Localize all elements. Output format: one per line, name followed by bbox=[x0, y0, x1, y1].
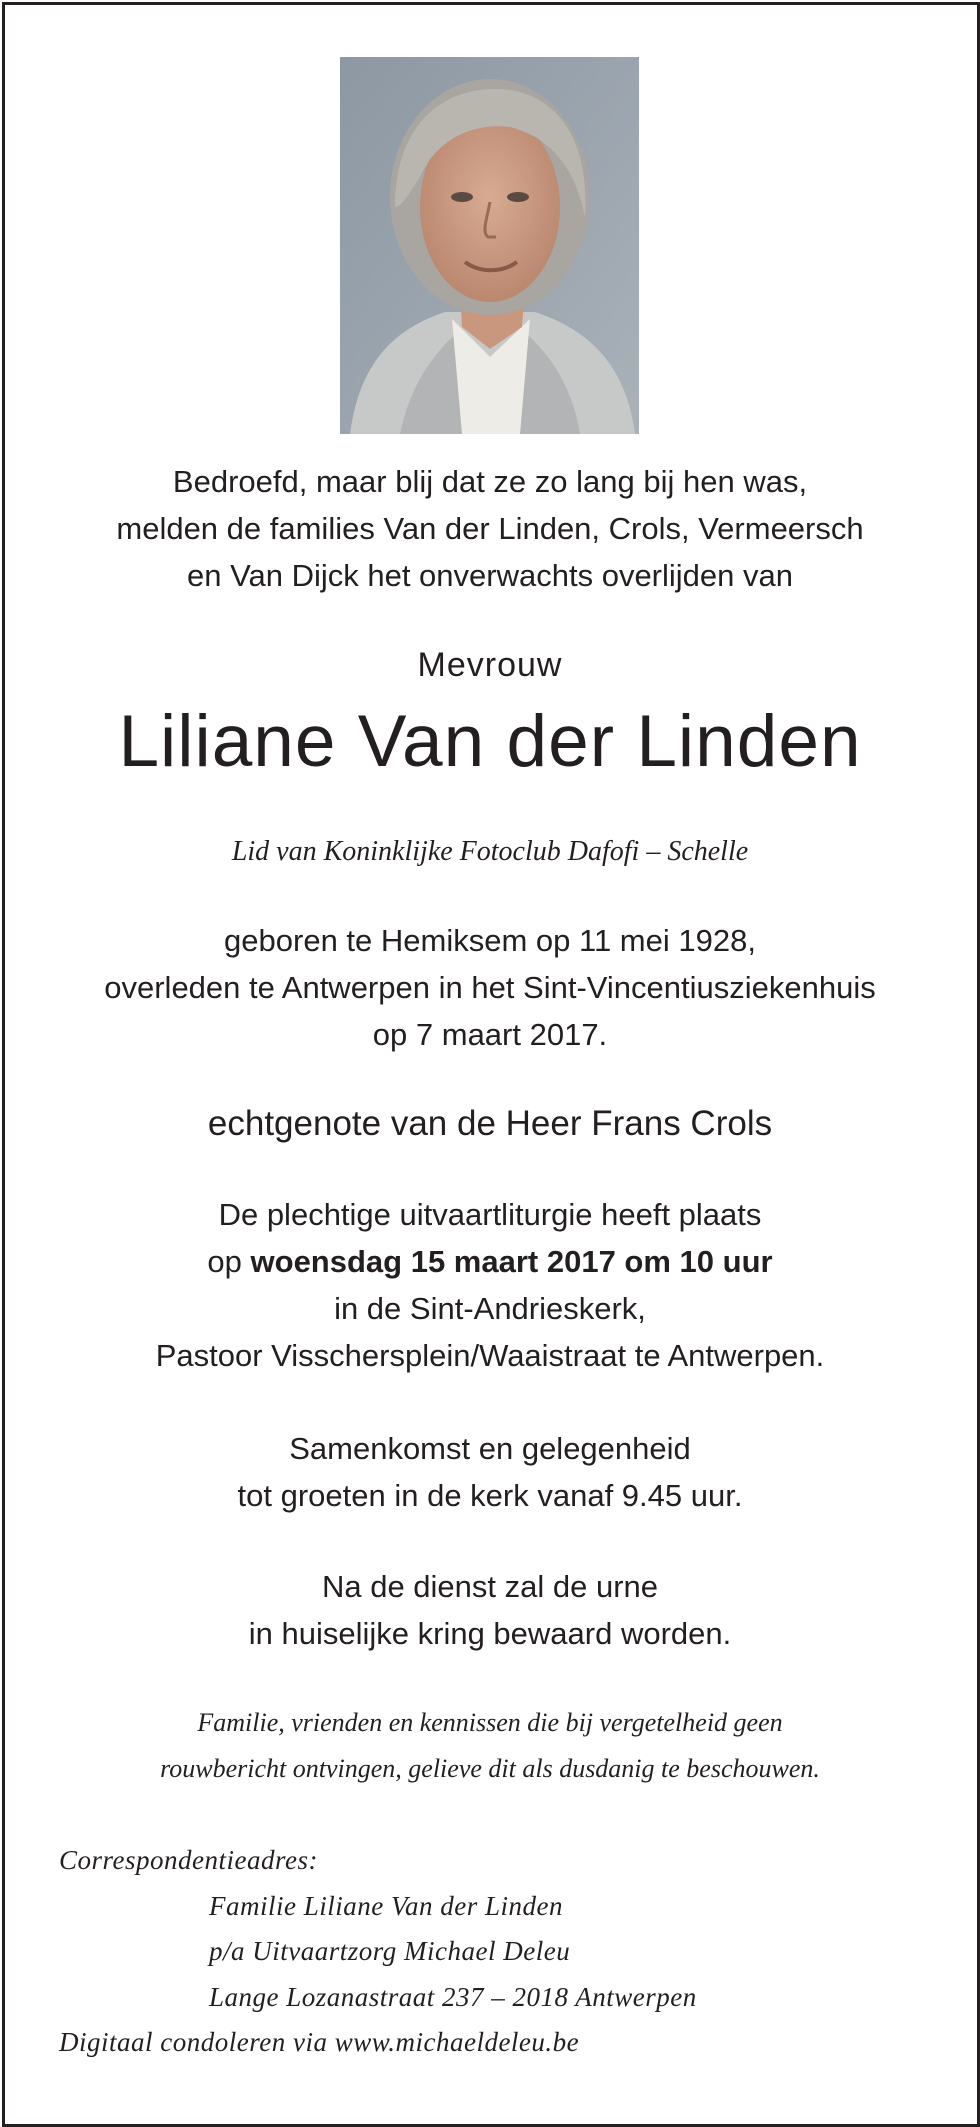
intro-line: Bedroefd, maar blij dat ze zo lang bij hen was, bbox=[172, 464, 808, 499]
deceased-name: Liliane Van der Linden bbox=[118, 701, 862, 782]
funeral-address: Pastoor Visschersplein/Waaistraat te Antwerpen. bbox=[155, 1338, 825, 1373]
birth-line: geboren te Hemiksem op 11 mei 1928, bbox=[224, 923, 756, 958]
portrait-illustration bbox=[340, 57, 639, 434]
intro-text bbox=[0, 458, 980, 599]
notice-line: rouwbericht ontvingen, gelieve dit als dusdanig te beschouwen. bbox=[160, 1754, 820, 1783]
urn-line: Na de dienst zal de urne bbox=[321, 1569, 659, 1604]
birth-death-info bbox=[0, 917, 980, 1058]
spouse-line: echtgenote van de Heer Frans Crols bbox=[207, 1104, 773, 1143]
honorific: Mevrouw bbox=[417, 646, 563, 684]
funeral-datetime: woensdag 15 maart 2017 om 10 uur bbox=[250, 1244, 773, 1279]
portrait-photo bbox=[340, 57, 639, 434]
condolence-link[interactable]: Digitaal condoleren via www.michaeldeleu.be bbox=[59, 2027, 580, 2057]
funeral-datetime-line bbox=[0, 1238, 980, 1285]
correspondence-block bbox=[0, 1838, 980, 2066]
death-date-line: op 7 maart 2017. bbox=[372, 1017, 608, 1052]
urn-info bbox=[0, 1563, 980, 1657]
urn-line: in huiselijke kring bewaard worden. bbox=[248, 1616, 732, 1651]
correspondence-line: p/a Uitvaartzorg Michael Deleu bbox=[209, 1936, 571, 1966]
correspondence-line: Familie Liliane Van der Linden bbox=[209, 1890, 563, 1921]
correspondence-line: Lange Lozanastraat 237 – 2018 Antwerpen bbox=[209, 1981, 697, 2012]
membership: Lid van Koninklijke Fotoclub Dafofi – Schelle bbox=[231, 836, 749, 867]
correspondence-label: Correspondentieadres: bbox=[59, 1845, 318, 1875]
funeral-info bbox=[0, 1191, 980, 1379]
intro-line: melden de families Van der Linden, Crols, Vermeersch bbox=[116, 511, 864, 546]
intro-line: en Van Dijck het onverwachts overlijden van bbox=[187, 558, 793, 593]
gathering-line: tot groeten in de kerk vanaf 9.45 uur. bbox=[237, 1478, 743, 1513]
notice-text bbox=[0, 1700, 980, 1792]
gathering-line: Samenkomst en gelegenheid bbox=[289, 1431, 691, 1466]
notice-line: Familie, vrienden en kennissen die bij vergetelheid geen bbox=[197, 1708, 783, 1737]
death-line: overleden te Antwerpen in het Sint-Vincentiusziekenhuis bbox=[104, 970, 876, 1005]
funeral-prefix: op bbox=[207, 1244, 251, 1279]
gathering-info bbox=[0, 1425, 980, 1519]
funeral-church: in de Sint-Andrieskerk, bbox=[334, 1291, 646, 1326]
funeral-line: De plechtige uitvaartliturgie heeft plaats bbox=[218, 1197, 762, 1232]
